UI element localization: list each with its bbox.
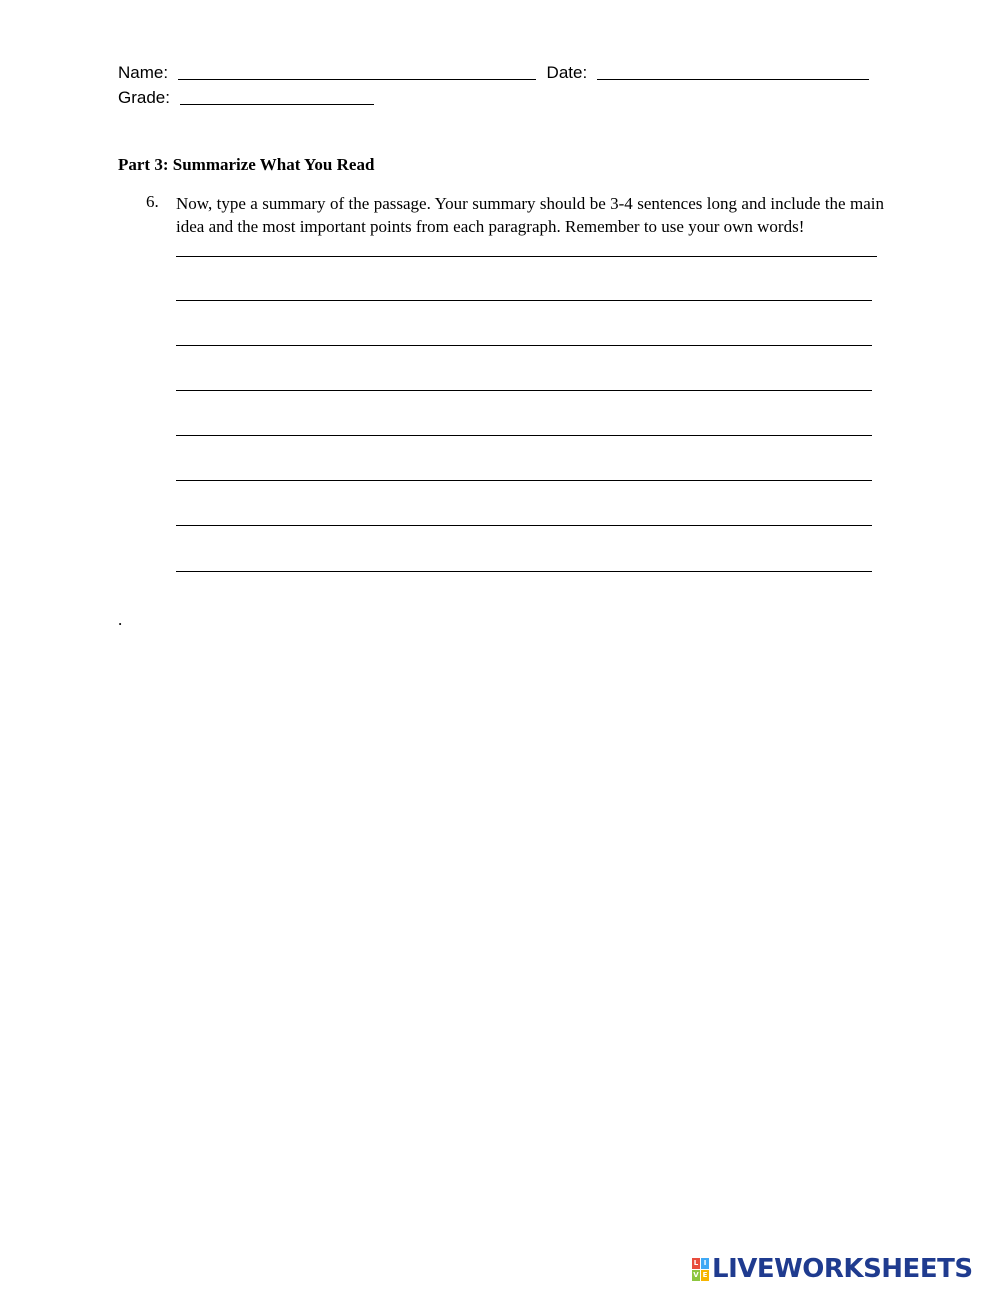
stray-mark: .	[118, 610, 123, 629]
answer-line[interactable]	[176, 480, 872, 481]
date-field[interactable]	[597, 62, 869, 80]
liveworksheets-logo	[692, 1254, 973, 1284]
section-title: Part 3: Summarize What You Read	[118, 155, 375, 174]
date-label: Date:	[546, 63, 588, 82]
grade-label: Grade:	[118, 88, 170, 107]
logo-mark-icon: L I V E	[693, 1258, 708, 1279]
question-number: 6.	[146, 192, 159, 211]
answer-line[interactable]	[176, 390, 872, 391]
name-label: Name:	[118, 63, 169, 82]
name-field[interactable]	[178, 62, 536, 80]
grade-row	[118, 85, 374, 108]
answer-line[interactable]	[176, 345, 872, 346]
answer-line[interactable]	[176, 435, 872, 436]
answer-line[interactable]	[176, 256, 877, 257]
answer-line[interactable]	[176, 525, 872, 526]
question-prompt: Now, type a summary of the passage. Your summary should be 3-4 sentences long and include the main idea and the most important points from each paragraph. Remember to use your own words!	[176, 194, 884, 236]
answer-line[interactable]	[176, 300, 872, 301]
answer-line[interactable]	[176, 571, 872, 572]
name-date-row	[118, 60, 869, 83]
grade-field[interactable]	[180, 87, 374, 105]
logo-text: LIVEWORKSHEETS	[712, 1254, 973, 1284]
